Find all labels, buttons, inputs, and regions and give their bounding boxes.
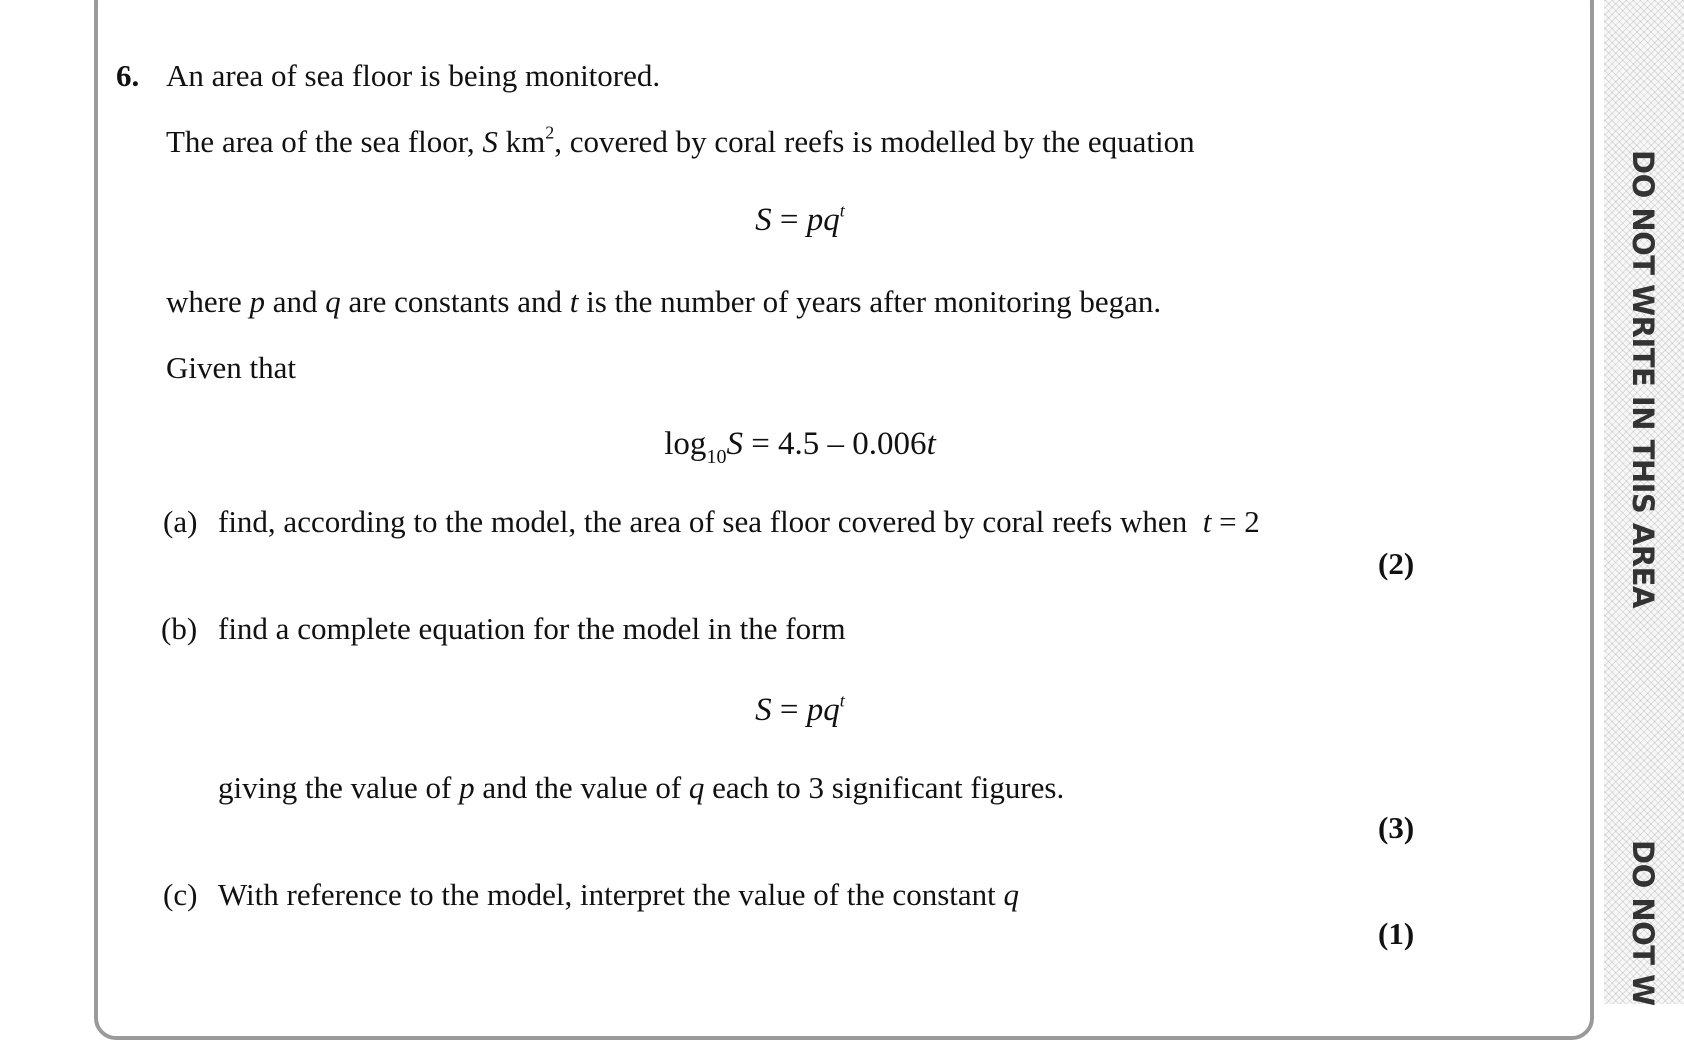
part-b-text: find a complete equation for the model in the form xyxy=(218,611,846,646)
part-b-label: (b) xyxy=(161,611,198,646)
question-number: 6. xyxy=(116,58,140,93)
part-a-marks: (2) xyxy=(1378,546,1415,581)
log-equation: $\log_{10}S = 4.5 - 0.006t$ xyxy=(664,426,936,468)
part-c-label: (c) xyxy=(163,877,198,912)
part-b-marks: (3) xyxy=(1378,810,1415,845)
margin-warning: DO NOT WRITE IN THIS AREA xyxy=(1626,150,1660,608)
part-a-text: find, according to the model, the area of sea floor covered by coral reefs when t = 2 xyxy=(218,504,1260,539)
question-area-description: The area of the sea floor, S $km^2$, covered by coral reefs is modelled by the equation xyxy=(166,122,1195,159)
margin-warning-partial: DO NOT W xyxy=(1626,840,1660,1006)
model-equation: $S = pq^t$ xyxy=(755,200,845,238)
part-a-label: (a) xyxy=(163,504,198,539)
given-that-label: Given that xyxy=(166,350,296,385)
part-b-equation: $S = pq^t$ xyxy=(755,690,845,728)
question-intro: An area of sea floor is being monitored. xyxy=(166,58,661,93)
part-c-text: With reference to the model, interpret the value of the constant q xyxy=(218,877,1019,912)
part-c-marks: (1) xyxy=(1378,916,1415,951)
constants-description: where p and q are constants and t is the number of years after monitoring began. xyxy=(166,284,1162,319)
part-b-followup: giving the value of p and the value of q each to 3 significant figures. xyxy=(218,770,1065,805)
